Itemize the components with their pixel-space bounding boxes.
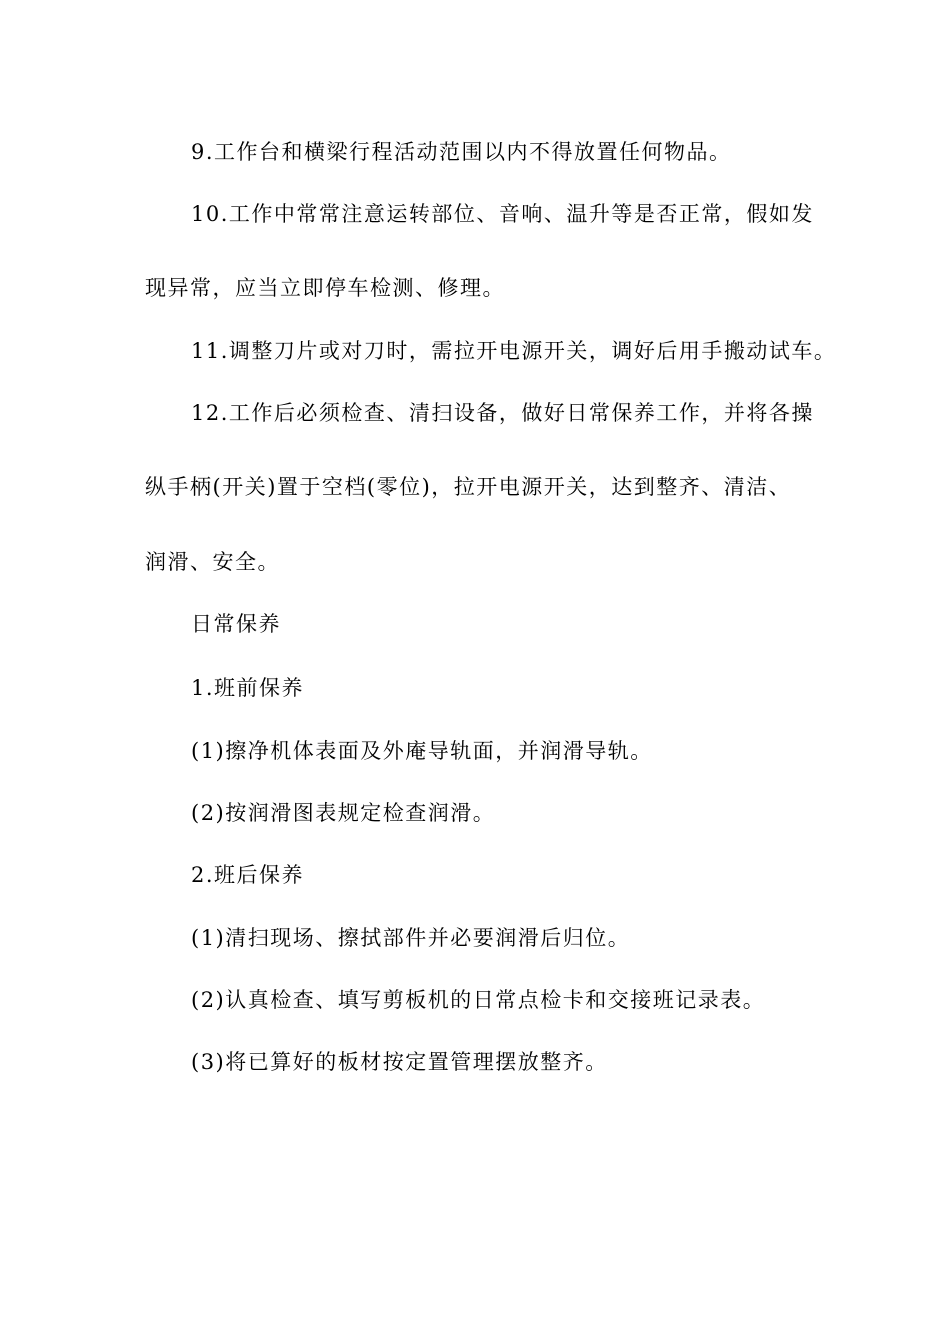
- paragraph-item-9: 9.工作台和横梁行程活动范围以内不得放置任何物品。: [191, 140, 732, 164]
- list-item-post-1: (1)清扫现场、擦拭部件并必要润滑后归位。: [191, 926, 631, 950]
- list-item-post-3: (3)将已算好的板材按定置管理摆放整齐。: [191, 1050, 608, 1074]
- paragraph-item-11: 11.调整刀片或对刀时，需拉开电源开关，调好后用手搬动试车。: [191, 339, 837, 363]
- list-item-pre-1: (1)擦净机体表面及外庵导轨面，并润滑导轨。: [191, 739, 653, 763]
- list-item-pre-2: (2)按润滑图表规定检查润滑。: [191, 801, 496, 825]
- paragraph-item-12-line-3: 润滑、安全。: [145, 550, 280, 574]
- paragraph-item-10-line-2: 现异常，应当立即停车检测、修理。: [145, 276, 505, 300]
- section-heading-daily-maintenance: 日常保养: [191, 612, 281, 636]
- subheading-post-shift: 2.班后保养: [191, 863, 305, 887]
- subheading-pre-shift: 1.班前保养: [191, 676, 305, 700]
- paragraph-item-12-line-2: 纵手柄(开关)置于空档(零位)，拉开电源开关，达到整齐、清洁、: [145, 475, 792, 499]
- list-item-post-2: (2)认真检查、填写剪板机的日常点检卡和交接班记录表。: [191, 988, 766, 1012]
- paragraph-item-12-line-1: 12.工作后必须检查、清扫设备，做好日常保养工作，并将各操: [191, 401, 814, 425]
- paragraph-item-10-line-1: 10.工作中常常注意运转部位、音响、温升等是否正常，假如发: [191, 202, 814, 226]
